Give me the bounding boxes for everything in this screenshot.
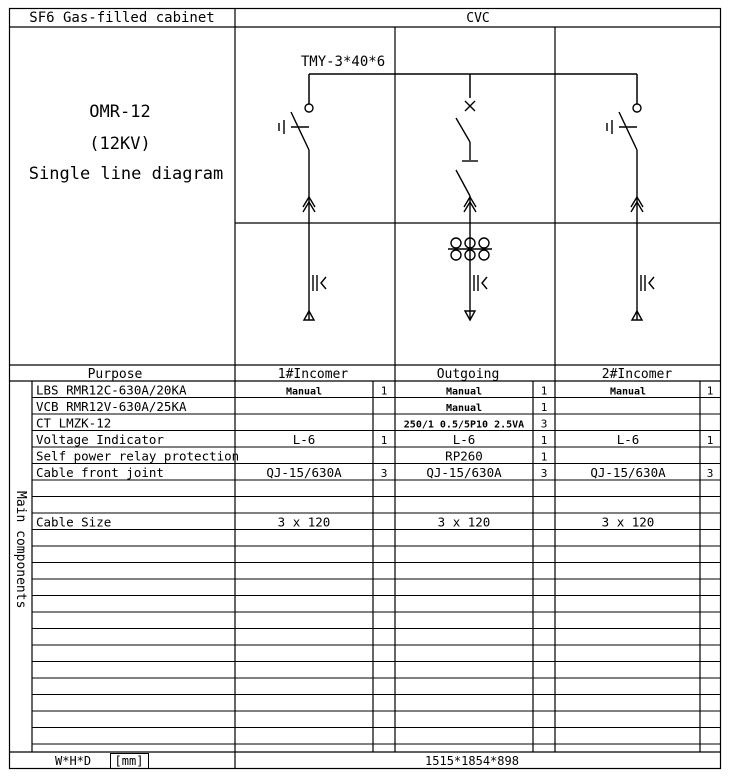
- component-value: Manual: [285, 386, 323, 398]
- component-value: 3 x 120: [601, 514, 655, 530]
- dims-value: 1515*1854*898: [425, 754, 519, 768]
- table-row: [36, 399, 547, 414]
- component-qty: 3: [380, 467, 388, 480]
- model-label: OMR-12: [89, 102, 151, 122]
- ct-icon: [451, 238, 461, 248]
- column-header-outgoing: Outgoing: [436, 367, 500, 382]
- column-header-incomer-1: 1#Incomer: [277, 367, 349, 382]
- dims-label: W*H*D: [55, 754, 92, 768]
- component-qty: 3: [540, 467, 548, 480]
- table-row: [36, 449, 547, 464]
- busbar-label: TMY-3*40*6: [300, 54, 386, 70]
- outgoing-circuit: [448, 101, 492, 320]
- component-value: QJ-15/630A: [590, 465, 666, 480]
- component-qty: 1: [380, 384, 388, 398]
- dims-unit: [mm]: [114, 754, 144, 768]
- component-value: QJ-15/630A: [426, 465, 502, 480]
- component-qty: 1: [540, 434, 548, 447]
- terminal-circle-icon: [305, 104, 313, 112]
- component-name: LBS RMR12C-630A/20KA: [36, 382, 187, 398]
- component-name: VCB RMR12V-630A/25KA: [36, 399, 187, 414]
- component-value: 250/1 0.5/5P10 2.5VA: [403, 419, 525, 431]
- load-break-switch-icon: [291, 112, 309, 150]
- component-qty: 1: [540, 384, 548, 398]
- component-value: QJ-15/630A: [266, 465, 342, 480]
- component-qty: 1: [540, 450, 548, 464]
- busbar: [309, 74, 637, 104]
- component-name: Self power relay protection: [36, 448, 240, 464]
- component-value: L-6: [616, 432, 640, 447]
- table-row: [36, 383, 713, 398]
- table-row: [36, 416, 547, 431]
- component-qty: 3: [706, 467, 714, 480]
- component-name: Voltage Indicator: [36, 432, 164, 447]
- diagram-caption: Single line diagram: [28, 164, 224, 184]
- purpose-label: Purpose: [87, 367, 143, 382]
- component-value: L-6: [452, 432, 476, 447]
- component-qty: 1: [380, 434, 388, 447]
- component-qty: 1: [706, 434, 714, 447]
- column-header-incomer-2: 2#Incomer: [601, 367, 673, 382]
- cabinet-title: SF6 Gas-filled cabinet: [29, 10, 215, 26]
- vcb-switch-icon: [456, 170, 470, 196]
- component-qty: 1: [706, 384, 714, 398]
- component-value: Manual: [445, 403, 483, 414]
- components-table: [36, 383, 713, 530]
- component-value: Manual: [445, 386, 483, 398]
- component-value: Manual: [609, 386, 647, 398]
- load-break-switch-icon: [619, 112, 637, 150]
- component-value: 3 x 120: [277, 514, 331, 530]
- main-components-label: Main components: [13, 491, 28, 609]
- table-row: [36, 515, 654, 530]
- incomer-2-circuit: [607, 104, 654, 320]
- table-row: [36, 432, 713, 447]
- disconnector-icon: [456, 118, 470, 142]
- component-name: CT LMZK-12: [36, 415, 112, 431]
- table-row: [36, 465, 713, 480]
- terminal-circle-icon: [633, 104, 641, 112]
- component-qty: 3: [540, 417, 548, 431]
- component-name: Cable Size: [36, 514, 112, 530]
- voltage-label: (12KV): [89, 134, 151, 154]
- component-qty: 1: [540, 401, 548, 414]
- cvc-title: CVC: [466, 11, 490, 26]
- component-value: L-6: [292, 432, 316, 447]
- component-value: 3 x 120: [437, 514, 491, 530]
- incomer-1-circuit: [279, 104, 326, 320]
- component-name: Cable front joint: [36, 465, 164, 480]
- component-value: RP260: [445, 448, 483, 464]
- breaker-cross-icon: [465, 101, 475, 111]
